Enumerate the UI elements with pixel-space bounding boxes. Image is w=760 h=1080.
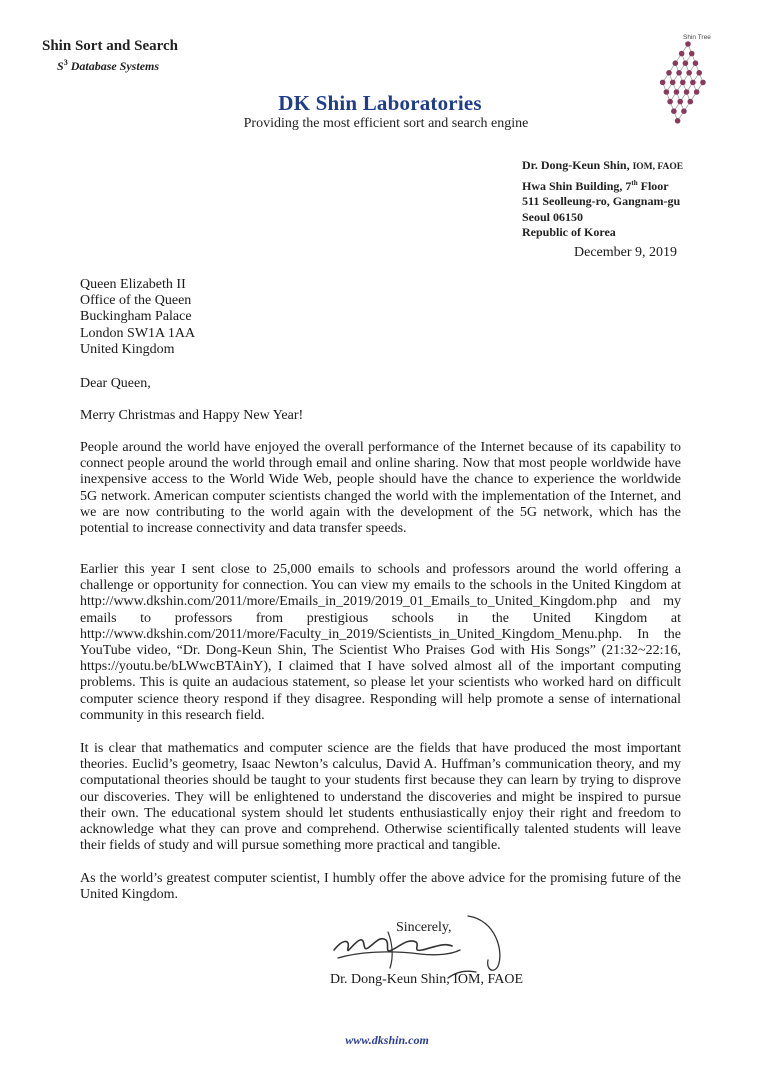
sender-city: Seoul 06150 xyxy=(522,209,584,224)
recipient-palace: Buckingham Palace xyxy=(80,309,192,325)
letter-date: December 9, 2019 xyxy=(574,245,678,260)
logo-node xyxy=(679,51,685,57)
closing: Sincerely, xyxy=(396,920,452,935)
sender-country: Republic of Korea xyxy=(522,225,616,240)
logo-node xyxy=(660,80,666,86)
lab-name: DK Shin Laboratories xyxy=(278,91,482,115)
logo-node xyxy=(700,80,706,86)
logo-node xyxy=(687,99,693,105)
body-paragraph-3: It is clear that mathematics and computer science are the fields that have produced the most important theories. Euclid’s geometry, Isaac Newton’s calculus, David A. Huffman’s communication theory, and my computational theories should be taught to your students first because they can learn by trying to disprove our discoveries. They will be enlightened to understand the discoveries and might be inspired to pursue their own. The educational system should let students enthusiastically enjoy their right and freedom to acknowledge what they can prove and comprehend. Otherwise scientifically talented students will leave their fields of study and will pursue something more practical and tangible. xyxy=(80,741,681,854)
logo-node xyxy=(666,70,672,76)
lab-tagline: Providing the most efficient sort and search engine xyxy=(243,116,529,131)
sender-titles: IOM, FAOE xyxy=(632,162,684,172)
logo-node xyxy=(681,108,687,114)
logo-node xyxy=(684,89,690,95)
recipient-name: Queen Elizabeth II xyxy=(80,277,186,292)
signature-name: Dr. Dong-Keun Shin, IOM, FAOE xyxy=(330,972,524,987)
logo-node xyxy=(676,70,682,76)
logo-node xyxy=(675,118,681,124)
recipient-office: Office of the Queen xyxy=(80,293,192,309)
logo-node xyxy=(696,70,702,76)
greeting: Merry Christmas and Happy New Year! xyxy=(80,408,304,423)
logo-node xyxy=(689,51,695,57)
recipient-city: London SW1A 1AA xyxy=(80,325,196,341)
logo-node xyxy=(670,80,676,86)
sender-address xyxy=(522,158,683,241)
sender-building: Hwa Shin Building, 7th Floor xyxy=(522,178,669,193)
brand-block xyxy=(42,38,178,74)
body-paragraph-1: People around the world have enjoyed the overall performance of the Internet because of its capability to connect people around the world through email and online sharing. Now that most people worldwide have inexpensive access to the World Wide Web, people should have the chance to experience the worldwide 5G network. American computer scientists changed the world with the implementation of the Internet, and we are now contributing to the world again with the development of the 5G network, which has the potential to increase connectivity and data transfer speeds. xyxy=(80,440,681,537)
logo-caption: Shin Tree xyxy=(683,34,711,41)
logo-node xyxy=(686,70,692,76)
brand-subtitle: $S^3$ Database Systems xyxy=(57,58,160,73)
logo-node xyxy=(683,60,689,66)
logo-node xyxy=(685,41,691,47)
logo-node xyxy=(694,89,700,95)
tree-graphic xyxy=(660,41,706,123)
logo-node xyxy=(671,108,677,114)
logo-node xyxy=(690,80,696,86)
logo-node xyxy=(673,60,679,66)
logo-node xyxy=(693,60,699,66)
recipient-address xyxy=(80,277,195,358)
logo-node xyxy=(667,99,673,105)
body-paragraph-4: As the world’s greatest computer scientist, I humbly offer the above advice for the promising future of the United Kingdom. xyxy=(80,871,681,903)
salutation: Dear Queen, xyxy=(80,376,151,391)
logo-node xyxy=(677,99,683,105)
shin-tree-logo xyxy=(630,28,734,132)
logo-node xyxy=(680,80,686,86)
brand-title: Shin Sort and Search xyxy=(42,38,179,54)
recipient-country: United Kingdom xyxy=(80,341,175,357)
logo-node xyxy=(664,89,670,95)
footer-url[interactable]: www.dkshin.com xyxy=(345,1033,429,1047)
body-paragraph-2: Earlier this year I sent close to 25,000 emails to schools and professors around the world offering a challenge or opportunity for connection. You can view my emails to the schools in the United Kingdom at http://www.dkshin.com/2011/more/Emails_in_2019/2019_01_Emails_to_United_Kingdom.php and my emails to professors from prestigious schools in the United Kingdom at http://www.dkshin.com/2011/more/Faculty_in_2019/Scientists_in_United_Kingdom_Menu.php. In the YouTube video, “Dr. Dong-Keun Shin, The Scientist Who Praises God with His Songs” (21:32~22:16, https://youtu.be/bLWwcBTAinY), I claimed that I have solved almost all of the important computing problems. This is quite an audacious statement, so please let your scientists who worked hard on difficult computer science theory respond if they disagree. Responding will help promote a sense of international community in this research field. xyxy=(80,562,681,723)
sender-name: Dr. Dong-Keun Shin, xyxy=(522,158,633,172)
logo-node xyxy=(674,89,680,95)
sender-street: 511 Seolleung-ro, Gangnam-gu xyxy=(522,194,681,209)
